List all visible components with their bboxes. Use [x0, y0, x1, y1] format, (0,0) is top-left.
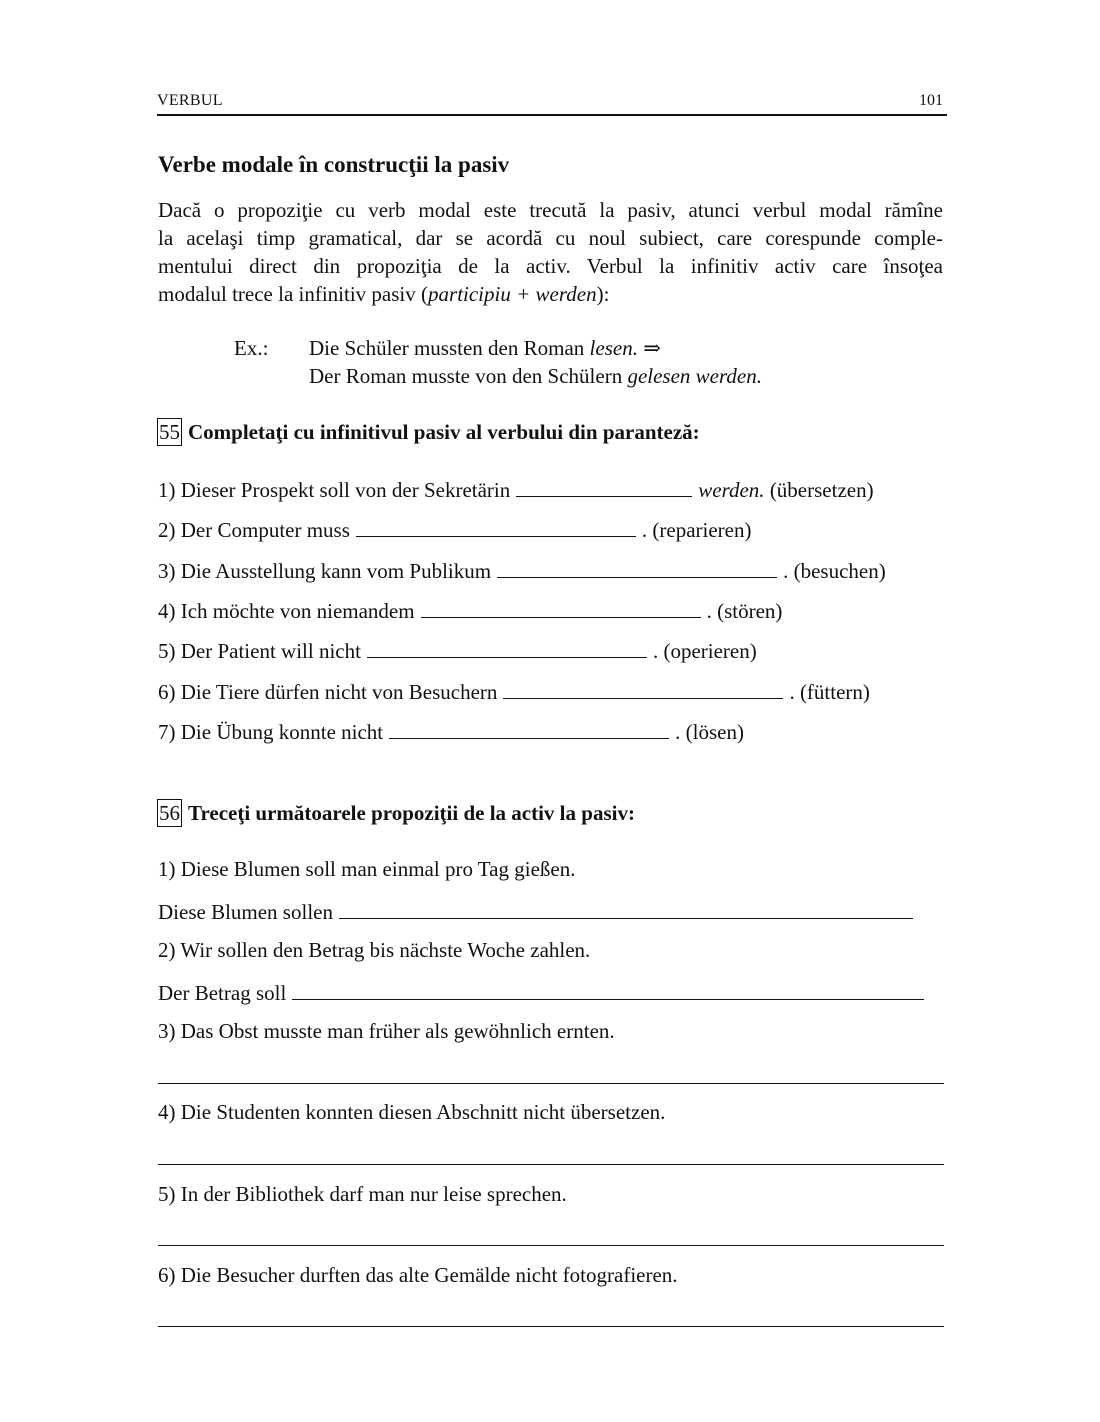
answer-line[interactable]	[158, 1245, 944, 1246]
exercise-55-item-3: 3) Die Ausstellung kann vom Publikum . (besuchen)	[158, 559, 886, 583]
example-label: Ex.:	[234, 336, 269, 360]
exercise-56-sentence-3: 3) Das Obst musste man früher als gewöhnlich ernten.	[158, 1019, 615, 1043]
answer-blank[interactable]	[389, 718, 669, 739]
exercise-55-item-5: 5) Der Patient will nicht . (operieren)	[158, 639, 757, 663]
page-number: 101	[919, 92, 943, 109]
running-header	[157, 90, 947, 116]
example-passive-sentence: Der Roman musste von den Schülern gelesen werden.	[309, 364, 762, 388]
paragraph-line: modalul trece la infinitiv pasiv (participiu + werden):	[158, 282, 610, 306]
exercise-instruction: Treceţi următoarele propoziţii de la activ la pasiv:	[188, 801, 635, 825]
section-title: Verbe modale în construcţii la pasiv	[158, 152, 510, 177]
paragraph-line: la acelaşi timp gramatical, dar se acordă cu noul subiect, care corespunde comple-	[158, 226, 943, 250]
exercise-56-sentence-5: 5) In der Bibliothek darf man nur leise sprechen.	[158, 1182, 567, 1206]
exercise-56-answer-1: Diese Blumen sollen	[158, 898, 919, 925]
exercise-55-heading	[157, 418, 700, 446]
exercise-56-sentence-4: 4) Die Studenten konnten diesen Abschnitt nicht übersetzen.	[158, 1100, 666, 1124]
exercise-55-item-4: 4) Ich möchte von niemandem . (stören)	[158, 599, 783, 623]
exercise-56-sentence-1: 1) Diese Blumen soll man einmal pro Tag gießen.	[158, 857, 576, 881]
paragraph-line: mentului direct din propoziţia de la activ. Verbul la infinitiv activ care însoţea	[158, 254, 943, 278]
exercise-55-item-6: 6) Die Tiere dürfen nicht von Besuchern . (füttern)	[158, 680, 870, 704]
answer-blank[interactable]	[339, 898, 913, 919]
exercise-56-sentence-2: 2) Wir sollen den Betrag bis nächste Woche zahlen.	[158, 938, 591, 962]
answer-line[interactable]	[158, 1164, 944, 1165]
example-active-sentence: Die Schüler mussten den Roman lesen. ⇒	[309, 336, 661, 360]
answer-blank[interactable]	[292, 979, 924, 1000]
answer-blank[interactable]	[356, 516, 636, 537]
answer-line[interactable]	[158, 1083, 944, 1084]
exercise-56-heading	[157, 799, 635, 827]
answer-blank[interactable]	[367, 637, 647, 658]
exercise-55-item-1: 1) Dieser Prospekt soll von der Sekretärin werden. (übersetzen)	[158, 478, 874, 502]
exercise-number-box: 55	[159, 420, 180, 444]
answer-line[interactable]	[158, 1326, 944, 1327]
answer-blank[interactable]	[497, 557, 777, 578]
explanation-paragraph	[158, 196, 943, 308]
exercise-56-sentence-6: 6) Die Besucher durften das alte Gemälde nicht fotografieren.	[158, 1263, 678, 1287]
exercise-56-answer-2: Der Betrag soll	[158, 979, 930, 1006]
answer-blank[interactable]	[503, 678, 783, 699]
exercise-number-box: 56	[159, 801, 180, 825]
exercise-55-item-2: 2) Der Computer muss . (reparieren)	[158, 518, 752, 542]
exercise-instruction: Completaţi cu infinitivul pasiv al verbului din paranteză:	[188, 420, 700, 444]
exercise-55-item-7: 7) Die Übung konnte nicht . (lösen)	[158, 720, 744, 744]
arrow-icon: ⇒	[637, 336, 661, 360]
answer-blank[interactable]	[421, 597, 701, 618]
answer-blank[interactable]	[516, 476, 692, 497]
section-name: VERBUL	[157, 92, 223, 109]
paragraph-line: Dacă o propoziţie cu verb modal este trecută la pasiv, atunci verbul modal rămîne	[158, 198, 943, 222]
